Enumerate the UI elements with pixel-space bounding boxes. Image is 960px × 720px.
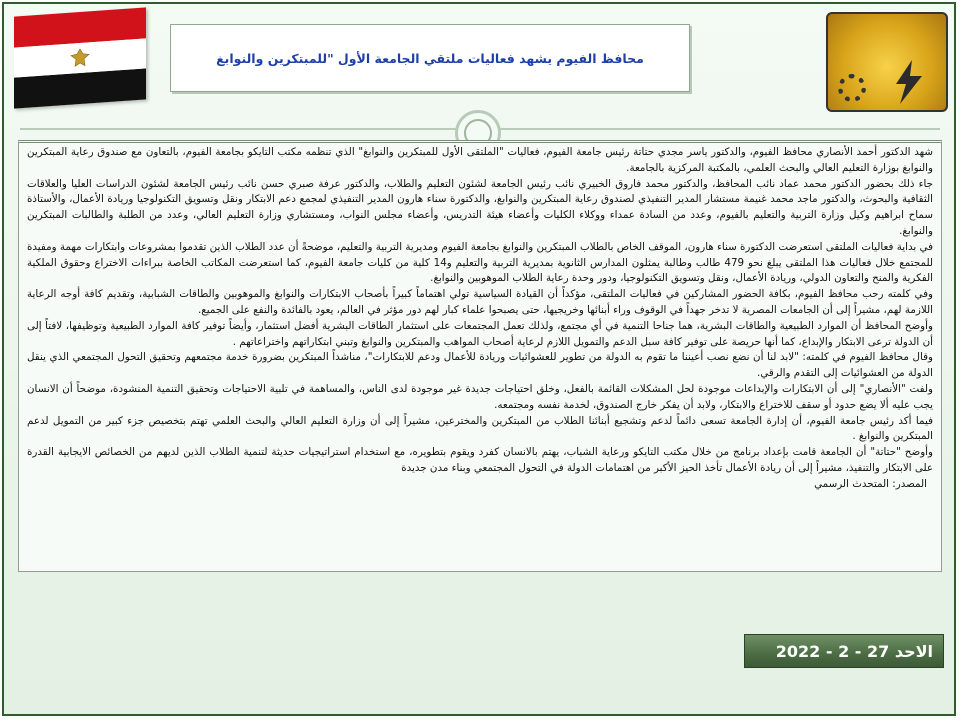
egypt-flag (14, 7, 146, 108)
date-bar (744, 634, 944, 668)
article-paragraph: في بداية فعاليات الملتقى استعرضت الدكتورة سناء هارون، الموقف الخاص بالطلاب المبتكرين والنوابغ بجامعة الفيوم ومديرية التربية والتعليم، موضحةً أن عدد الطلاب الذين تقدموا بمشروعات وابتكارات مهمة ومفيدة للمجتمع خلال فعاليات هذا الملتقى يبلغ نحو 479 طالب وطالبة يمثلون المدارس الثانوية بمديرية التربية والتعليم و14 كلية من كليات جامعة الفيوم، كما استعرضت المكاتب الخاصة ببراءات الاختراع وحقوق الملكية الفكرية والمنح والتعاون الدولي، وريادة الأعمال، ونقل وتسويق التكنولوجيا، ودور وحدة رعاية الطلاب الموهوبين والنوابغ. (27, 240, 933, 285)
governorate-logo (826, 12, 948, 112)
eagle-icon (69, 46, 91, 70)
headline-box (170, 24, 690, 92)
article-source: المصدر: المتحدث الرسمي (814, 477, 927, 490)
date-label: الاحد 27 - 2 - 2022 (775, 641, 933, 661)
article-paragraph: وفي كلمته رحب محافظ الفيوم، بكافة الحضور المشاركين في فعاليات الملتقى، مؤكداً أن القيادة السياسية تولي اهتماماً كبيراً بأصحاب الابتكارات والنوابغ والموهوبين والطاقات الشبابية، وتقديم كافة أوجه الرعاية اللازمة لهم، مشيراً إلى أن الجامعات المصرية لا تدخر جهداً في الوقوف وراء أبنائها وخريجيها، حتى يصبحوا علماء كبار لهم دور مؤثر في العالم، يعود بالفائدة والنفع على الجميع. (27, 288, 933, 316)
article-paragraph: وأوضح المحافظ أن الموارد الطبيعية والطاقات البشرية، هما جناحا التنمية في أي مجتمع، ولذلك تعمل المجتمعات على استثمار الطاقات البشرية أفضل استثمار، وأيضاً توفير كافة الموارد الطبيعية وتوظيفها، لافتاً إلى أن الدولة ترعى الابتكار والإبداع، كما أنها حريصة على توفير كافة سبل الدعم والتمويل اللازم لرعاية أصحاب المواهب والمبتكرين والنوابغ وتبني ابتكاراتهم واختراعاتهم . (27, 319, 933, 348)
article-body (18, 140, 942, 572)
headline-title: محافظ الفيوم يشهد فعاليات ملتقي الجامعة الأول "للمبتكرين والنوابغ (216, 50, 644, 66)
article-paragraph: وأوضح "حتاتة" أن الجامعة قامت بإعداد برنامج من خلال مكتب التايكو ورعاية الشباب، يهتم بالانسان كفرد ويقوم بتطويره، مع استخدام استراتيجيات حديثة لتنمية الطلاب الذين لديهم من الخصائص الايجابية القدرة على الابتكار والتنفيذ، مشيراً إلى أن ريادة الأعمال تأخذ الحيز الأكبر من اهتمامات الدولة في التحول المجتمعي وبناء مدن جديدة (27, 446, 933, 474)
article-paragraph: شهد الدكتور أحمد الأنصاري محافظ الفيوم، والدكتور ياسر مجدي حتاتة رئيس جامعة الفيوم، فعاليات "الملتقى الأول للمبتكرين والنوابغ" الذي تنظمه مكتب التايكو بجامعة الفيوم، بالتعاون مع صندوق رعاية المبتكرين والنوابغ بوزارة التعليم العالي والبحث العلمي، بالمكتبة المركزية بالجامعة. (27, 146, 933, 174)
gear-icon (838, 74, 866, 102)
article-paragraph: فيما أكد رئيس جامعة الفيوم، أن إدارة الجامعة تسعى دائماً لدعم وتشجيع أبنائنا الطلاب من المبتكرين والمخترعين، مشيراً إلى أن وزارة التعليم العالي والبحث العلمي تهتم بتخصيص جزء كبير من التمويل لدعم المبتكرين والنوابغ . (27, 414, 933, 443)
article-paragraph: ولفت "الأنصاري" إلى أن الابتكارات والإبداعات موجودة لحل المشكلات القائمة بالفعل، وخلق احتياجات جديدة غير موجودة لدى الناس، والمساهمة في تلبية الاحتياجات وتحقيق التنمية المنشودة، موضحاً أن الانسان يجب عليه ألا يضع حدود أو سقف للاختراع والابتكار، ولابد أن يفكر خارج الصندوق، لخدمة نفسه ومجتمعه. (27, 382, 933, 411)
article-paragraph: وقال محافظ الفيوم في كلمته: "لابد لنا أن نضع نصب أعيننا ما تقوم به الدولة من تطوير للعشوائيات وريادة للأعمال ودعم للابتكارات"، مناشداً المبتكرين بضرورة خدمة مجتمعهم وتحقيق التحول المجتمعي الذي ينقل الدولة من العشوائيات إلى التقدم والرقي. (27, 351, 933, 380)
article-paragraph: جاء ذلك بحضور الدكتور محمد عماد نائب المحافظ، والدكتور محمد فاروق الخبيري نائب رئيس الجامعة لشئون التعليم والطلاب، والدكتور عرفة صبري حسن نائب رئيس الجامعة لشئون الدراسات العليا والعلاقات الثقافية والبحوث، والدكتور ماجد محمد غنيمة مستشار المدير التنفيذي لصندوق رعاية المبتكرين والنوابغ، والدكتورة سناء هارون المدير التنفيذي لمجمع دعم الابتكار ونقل وتسويق التكنولوجيا وريادة الأعمال، والأستاذة سماح ابراهيم وكيل وزارة التربية والتعليم بالفيوم، وعدد من السادة عمداء ووكلاء الكليات وأعضاء هيئة التدريس، وأعضاء مجلس النواب، ومستشاري وزارة التعليم العالي، وعدد من الطلبة والطالبات المبتكرين والنوابغ. (27, 177, 933, 237)
bolt-icon (888, 60, 928, 104)
